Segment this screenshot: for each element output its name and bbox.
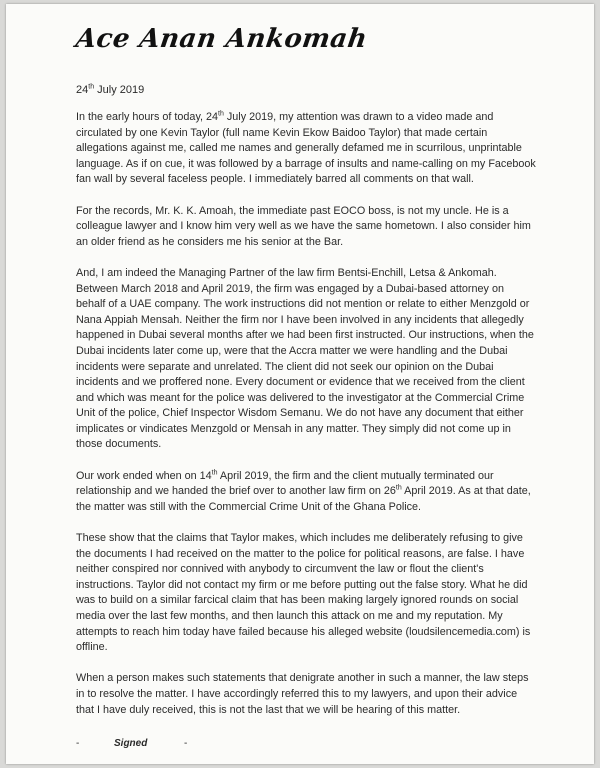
paragraph-4-ordinal-2: th (395, 484, 402, 492)
paragraph-4 (76, 469, 536, 516)
signoff-dash-left: - (76, 738, 80, 749)
letter-date (76, 84, 144, 96)
letterhead-signature-name: Ace Anan Ankomah (73, 24, 370, 54)
signoff-dash-right: - (184, 738, 188, 749)
paragraph-4-ordinal-1: th (211, 469, 218, 477)
paragraph-3: And, I am indeed the Managing Partner of the law firm Bentsi-Enchill, Letsa & Ankomah. Between March 2018 and April 2019, the firm was engaged by a Dubai-based attorney on behalf of a UAE company. The work instructions did not mention or relate to either Menzgold or Nana Appiah Mensah. Neither the firm nor I have been involved in any incidents that allegedly happened in Dubai several months after we had been first instructed. Our instructions, when the Dubai incidents later come up, were that the Accra matter we were handling and the Dubai incidents were separate and unrelated. The client did not seek our opinion on the Dubai incidents and we proffered none. Every document or evidence that we received from the client and which was meant for the police was delivered to the investigator at the Commercial Crime Unit of the police, Chief Inspector Wisdom Semanu. We do not have any document that either implicates or vindicates Menzgold or Mensah in any matter. They simply did not come up in those documents. (76, 266, 534, 451)
letter-body (76, 110, 536, 734)
paragraph-5: These show that the claims that Taylor makes, which includes me deliberately refusing to give the documents I had received on the matter to the police for political reasons, are false. I have neither conspired nor connived with anybody to circumvent the law or flout the client's instructions. Taylor did not contact my firm or me before putting out the false story. What he did was to build on a similar farcical claim that has been making largely ignored rounds on social media over the last few months, and then launch this attack on me and my reputation. My attempts to reach him today have failed because his alleged website (loudsilencemedia.com) is offline. (76, 532, 531, 654)
paragraph-4-part-b: April 2019, the firm and the client mutually terminated our relationship and we handed the brief over to another law firm on 26 (76, 469, 494, 498)
paragraph-6: When a person makes such statements that denigrate another in such a manner, the law steps in to resolve the matter. I have accordingly referred this to my lawyers, and upon their advice that I have duly received, this is not the last that we will be hearing of this matter. (76, 672, 529, 716)
date-ordinal: th (88, 83, 95, 91)
letter-page (6, 4, 594, 764)
paragraph-1-part-b: July 2019, my attention was drawn to a video made and circulated by one Kevin Taylor (full name Kevin Ekow Baidoo Taylor) that made certain allegations against me, called me names and generally defamed me in scurrilous, unprintable language. As if on cue, it was followed by a barrage of insults and name-calling on my Facebook fan wall by several faceless people. I immediately barred all comments on that wall. (76, 111, 536, 186)
date-day: 24 (76, 84, 89, 96)
paragraph-4-part-a: Our work ended when on 14 (76, 469, 212, 482)
paragraph-4-part-c: April 2019. As at that date, the matter was still with the Commercial Crime Unit of the Ghana Police. (76, 485, 531, 513)
date-month-year: July 2019 (94, 84, 145, 96)
paragraph-2: For the records, Mr. K. K. Amoah, the immediate past EOCO boss, is not my uncle. He is a colleague lawyer and I know him very well as we have the same hometown. I also consider him an older friend as he considers me his senior at the Bar. (76, 204, 531, 248)
paragraph-1-ordinal: th (218, 110, 224, 118)
signed-label: Signed (114, 738, 148, 749)
paragraph-1-part-a: In the early hours of today, 24 (76, 111, 219, 123)
paragraph-1 (76, 110, 536, 188)
